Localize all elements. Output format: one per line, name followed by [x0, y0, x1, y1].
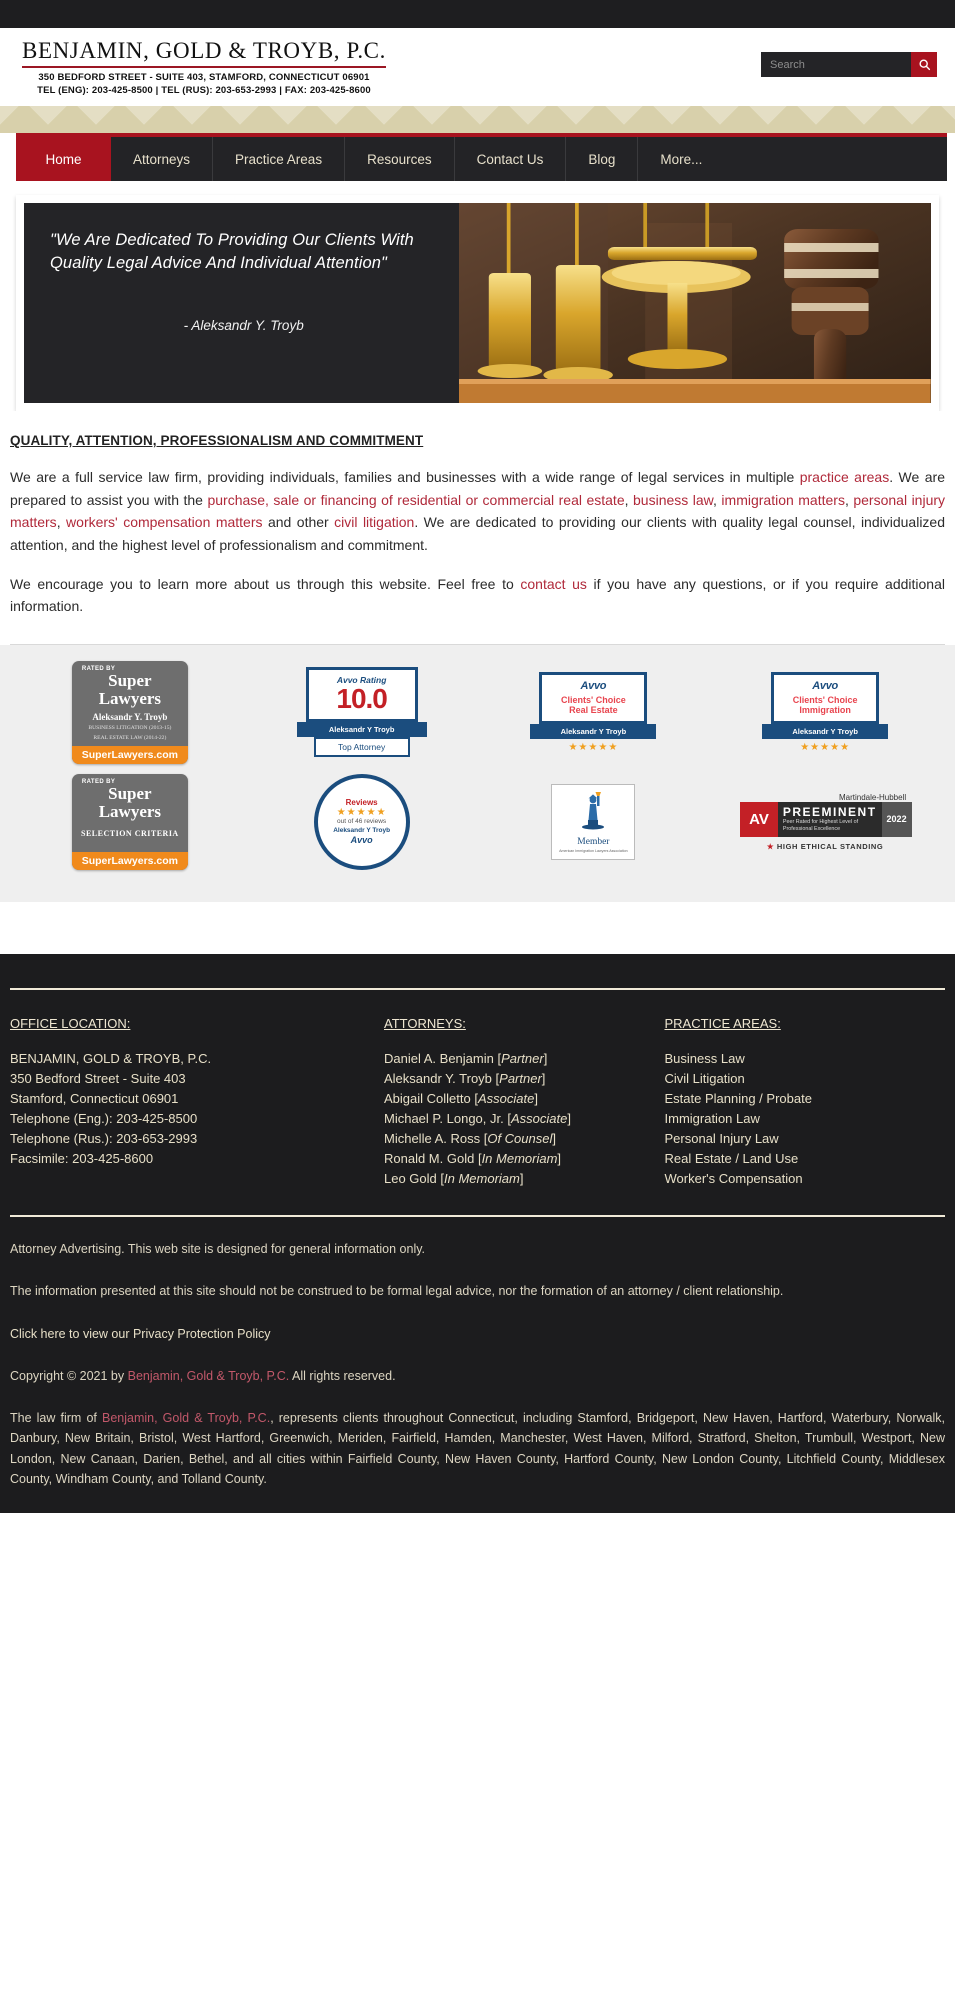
practice-area-item[interactable]: Real Estate / Land Use	[664, 1151, 799, 1167]
footer-practice-heading: PRACTICE AREAS:	[664, 1015, 781, 1031]
search-button[interactable]	[911, 52, 937, 77]
attorney-item[interactable]: Ronald M. Gold [In Memoriam]	[384, 1151, 562, 1167]
badge-avvo-reviews[interactable]	[314, 774, 410, 870]
badge-cell	[478, 776, 710, 868]
link-privacy-policy[interactable]: Click here to view our Privacy Protection Policy	[10, 1326, 271, 1341]
attorney-item[interactable]: Leo Gold [In Memoriam]	[384, 1171, 524, 1187]
copyright-paragraph	[10, 1366, 945, 1386]
p1-seg6: ,	[56, 514, 67, 531]
attorney-role: Of Counsel	[487, 1131, 553, 1146]
awards-section	[0, 645, 955, 902]
avvo-cc-re-brand: Avvo	[580, 679, 607, 692]
hero-quote-text: "We Are Dedicated To Providing Our Clients With Quality Legal Advice And Individual Attention"	[50, 231, 414, 273]
attorney-role: Associate	[510, 1110, 568, 1126]
avvo-cc-imm-line2: Immigration	[799, 704, 851, 715]
mh-ethical-standing	[740, 842, 910, 851]
office-line: Telephone (Rus.): 203-653-2993	[10, 1131, 198, 1146]
avvo-cc-re-attorney: Aleksandr Y Troyb	[530, 724, 656, 739]
avvo-reviews-stars: ★★★★★	[336, 807, 387, 819]
page-title: QUALITY, ATTENTION, PROFESSIONALISM AND COMMITMENT	[10, 433, 424, 448]
service-area-paragraph	[10, 1408, 945, 1489]
avvo-rating-label: Avvo Rating	[336, 675, 387, 686]
badge-cell	[246, 666, 478, 758]
service-firm: Benjamin, Gold & Troyb, P.C.	[101, 1411, 271, 1426]
attorney-name: Daniel A. Benjamin	[384, 1050, 494, 1066]
search-icon	[918, 58, 931, 71]
p2-seg2: if you have any questions, or if you require additional information.	[10, 575, 945, 615]
nav-item-contact-us[interactable]: Contact Us	[455, 137, 567, 181]
badge-avvo-clients-choice-real-estate[interactable]	[539, 672, 647, 753]
mh-av: AV	[740, 802, 778, 837]
nav-item-blog[interactable]: Blog	[566, 137, 638, 181]
link-immigration[interactable]: immigration matters	[721, 491, 845, 508]
footer-office-column	[10, 1016, 384, 1189]
p2-seg1: We encourage you to learn more about us through this website. Feel free to	[10, 575, 521, 592]
badge-super-lawyers-criteria[interactable]	[72, 774, 188, 870]
avvo-rating-attorney: Aleksandr Y Troyb	[297, 722, 427, 737]
star-icon: ★	[766, 841, 775, 851]
practice-area-item[interactable]: Personal Injury Law	[664, 1131, 779, 1146]
attorney-role: In Memoriam	[444, 1171, 520, 1187]
p1-seg1: We are a full service law firm, providing individuals, families and businesses with a wide range of legal services in multiple	[10, 469, 800, 485]
attorney-item[interactable]: Daniel A. Benjamin [Partner]	[384, 1050, 548, 1066]
attorney-name: Leo Gold	[384, 1171, 437, 1187]
avvo-reviews-count: out of 46 reviews	[337, 818, 387, 826]
sl-practice-1: BUSINESS LITIGATION (2013-15)	[88, 724, 172, 731]
mh-publisher: Martindale-Hubbell	[838, 793, 907, 803]
attorney-name: Ronald M. Gold	[384, 1151, 475, 1167]
attorney-item[interactable]: Aleksandr Y. Troyb [Partner]	[384, 1070, 546, 1086]
privacy-policy-paragraph	[10, 1324, 945, 1344]
nav-item-resources[interactable]: Resources	[345, 137, 455, 181]
badge-cell	[709, 776, 941, 868]
avvo-cc-re-line2: Real Estate	[569, 704, 618, 715]
p1-seg8: . We are dedicated to providing our clients with quality legal counsel, individualized attention, and the highest level of professionalism and commitment.	[10, 514, 946, 554]
badge-cell	[14, 661, 246, 764]
office-line: BENJAMIN, GOLD & TROYB, P.C.	[10, 1050, 212, 1066]
footer-office-heading: OFFICE LOCATION:	[10, 1015, 131, 1031]
avvo-cc-imm-attorney: Aleksandr Y Troyb	[762, 724, 888, 739]
intro-paragraph	[10, 466, 945, 557]
nav-item-practice-areas[interactable]: Practice Areas	[213, 137, 345, 181]
search-box[interactable]	[761, 52, 937, 77]
attorney-name: Michael P. Longo, Jr.	[384, 1110, 504, 1126]
copyright-post: All rights reserved.	[289, 1368, 396, 1383]
copyright-firm: Benjamin, Gold & Troyb, P.C.	[127, 1368, 290, 1383]
office-line: Facsimile: 203-425-8600	[10, 1151, 154, 1167]
sl2-criteria: SELECTION CRITERIA	[81, 828, 179, 838]
badge-super-lawyers-rated[interactable]	[72, 661, 188, 764]
footer-columns	[10, 1016, 945, 1189]
footer-attorneys-heading: ATTORNEYS:	[384, 1015, 466, 1031]
firm-address: 350 BEDFORD STREET - SUITE 403, STAMFORD, CONNECTICUT 06901	[38, 72, 370, 83]
service-pre: The law firm of	[10, 1411, 102, 1426]
logo-block[interactable]	[22, 38, 386, 96]
copyright-pre: Copyright © 2021 by	[10, 1368, 128, 1383]
attorney-name: Abigail Colletto	[384, 1090, 471, 1106]
footer-practice-list	[665, 1049, 946, 1189]
awards-row-2	[0, 774, 955, 870]
attorney-role: Partner	[499, 1070, 542, 1086]
practice-area-item[interactable]: Estate Planning / Probate	[664, 1090, 812, 1106]
practice-area-item[interactable]: Immigration Law	[664, 1110, 760, 1126]
avvo-reviews-attorney: Aleksandr Y Troyb	[333, 827, 391, 835]
practice-area-item[interactable]: Civil Litigation	[664, 1070, 745, 1086]
attorney-role: Associate	[477, 1090, 535, 1106]
footer-top-rule	[10, 988, 945, 990]
badge-cell	[478, 666, 710, 758]
office-line: Telephone (Eng.): 203-425-8500	[10, 1110, 198, 1126]
p1-seg5: ,	[844, 491, 854, 508]
badge-cell	[14, 774, 246, 870]
hero-quote-panel	[24, 203, 459, 403]
avvo-reviews-label: Reviews	[345, 798, 378, 808]
p1-seg2: . We are prepared to assist you with the	[10, 469, 945, 508]
office-line: 350 Bedford Street - Suite 403	[10, 1070, 186, 1086]
avvo-cc-re-line1: Clients' Choice	[561, 694, 626, 705]
statue-of-liberty-icon	[578, 790, 608, 830]
attorney-name: Michelle A. Ross	[384, 1131, 484, 1146]
practice-area-item[interactable]: Worker's Compensation	[664, 1171, 803, 1187]
top-strip	[0, 0, 955, 28]
disclaimer-advertising: Attorney Advertising. This web site is designed for general information only.	[10, 1242, 426, 1257]
firm-phones: TEL (ENG): 203-425-8500 | TEL (RUS): 203-653-2993 | FAX: 203-425-8600	[37, 85, 371, 96]
mh-year: 2022	[882, 802, 912, 837]
sl-attorney: Aleksandr Y. Troyb	[92, 711, 168, 722]
badge-avvo-clients-choice-immigration[interactable]	[771, 672, 879, 753]
nav-item-home[interactable]: Home	[16, 133, 111, 181]
link-personal-injury[interactable]: personal injury matters	[10, 491, 946, 531]
decorative-texture-band	[0, 106, 955, 133]
link-business-law[interactable]: business law	[633, 491, 714, 508]
office-line: Stamford, Connecticut 06901	[10, 1090, 179, 1106]
site-header	[0, 28, 955, 106]
badge-martindale-hubbell[interactable]	[740, 793, 910, 851]
p1-seg7: and other	[262, 514, 335, 531]
mh-ethical-text: HIGH ETHICAL STANDING	[776, 841, 884, 851]
service-post: , represents clients throughout Connecticut, including Stamford, Bridgeport, New Haven, Hartford, Waterbury, Norwalk, Danbury, New Britain, Bristol, West Hartford, Greenwich, Meriden, Fairfield, Hamden, Manchester, West Haven, Milford, Stratford, Shelton, Trumbull, Westport, New London, New Canaan, Darien, Bethel, and all cities within Fairfield County, New Haven County, Hartford County, New London County, Litchfield County, Middlesex County, Windham County, and Tolland County.	[10, 1411, 945, 1486]
sl-brand: Super Lawyers	[98, 671, 162, 708]
hero-banner	[24, 203, 931, 403]
attorney-role: In Memoriam	[481, 1151, 558, 1167]
attorney-item[interactable]: Michael P. Longo, Jr. [Associate]	[384, 1110, 571, 1126]
disclaimer-legal-advice: The information presented at this site should not be construed to be formal legal advice, nor the formation of an attorney / client relationship.	[10, 1284, 784, 1299]
link-civil-litigation[interactable]: civil litigation	[334, 514, 415, 531]
avvo-cc-imm-stars: ★★★★★	[800, 741, 851, 753]
avvo-cc-re-stars: ★★★★★	[568, 741, 619, 753]
main-navigation	[16, 133, 947, 181]
link-contact-us[interactable]: contact us	[520, 575, 587, 592]
badge-avvo-rating[interactable]	[306, 667, 418, 757]
firm-name: BENJAMIN, GOLD & TROYB, P.C.	[22, 38, 386, 68]
footer-attorney-list	[384, 1049, 665, 1189]
nav-item-more[interactable]: More...	[660, 151, 703, 167]
avvo-rating-tier: Top Attorney	[314, 737, 410, 757]
aila-member-label: Member	[577, 837, 610, 848]
nav-item-attorneys[interactable]: Attorneys	[111, 137, 213, 181]
avvo-cc-imm-brand: Avvo	[812, 679, 838, 692]
avvo-rating-score: 10.0	[336, 683, 387, 715]
practice-area-item[interactable]: Business Law	[664, 1050, 745, 1066]
sl-rated-by: RATED BY	[81, 666, 116, 673]
main-content	[0, 411, 955, 618]
p1-seg4: ,	[713, 491, 722, 508]
aila-sub: American Immigration Lawyers Association	[559, 849, 628, 854]
mh-peer-line: Peer Rated for Highest Level of Professional Excellence	[782, 819, 859, 833]
avvo-cc-imm-line1: Clients' Choice	[792, 694, 858, 705]
badge-cell	[709, 666, 941, 758]
attorney-role: Partner	[501, 1050, 544, 1066]
hero-image-scales-and-gavel	[459, 203, 931, 403]
footer-office-lines	[10, 1049, 384, 1169]
sl2-rated-by: RATED BY	[81, 779, 116, 786]
avvo-reviews-brand: Avvo	[350, 835, 373, 846]
badge-aila-member[interactable]	[551, 784, 635, 859]
sl2-site: SuperLawyers.com	[72, 852, 188, 870]
p1-seg3: ,	[624, 491, 634, 508]
link-workers-comp[interactable]: workers' compensation matters	[66, 514, 263, 531]
footer-attorneys-column	[384, 1016, 665, 1189]
mh-preeminent: PREEMINENT	[782, 805, 877, 820]
site-footer	[0, 954, 955, 1513]
hero-illustration	[459, 203, 931, 403]
hero-quote-attribution: - Aleksandr Y. Troyb	[183, 317, 304, 333]
footer-practice-column	[665, 1016, 946, 1189]
hero-container	[16, 195, 939, 411]
badge-cell	[246, 774, 478, 870]
sl-site: SuperLawyers.com	[72, 746, 188, 764]
sl2-brand: Super Lawyers	[98, 784, 162, 821]
search-input[interactable]	[761, 52, 911, 77]
attorney-item[interactable]: Abigail Colletto [Associate]	[384, 1090, 538, 1106]
link-practice-areas[interactable]: practice areas	[799, 469, 890, 485]
attorney-name: Aleksandr Y. Troyb	[384, 1070, 492, 1086]
link-real-estate[interactable]: purchase, sale or financing of residential or commercial real estate	[207, 491, 625, 508]
awards-row-1	[0, 661, 955, 764]
sl-practice-2: REAL ESTATE LAW (2014-22)	[93, 734, 167, 741]
footer-bottom-rule	[10, 1215, 945, 1217]
attorney-item[interactable]: Michelle A. Ross [Of Counsel]	[384, 1131, 556, 1146]
encourage-paragraph	[10, 573, 945, 618]
